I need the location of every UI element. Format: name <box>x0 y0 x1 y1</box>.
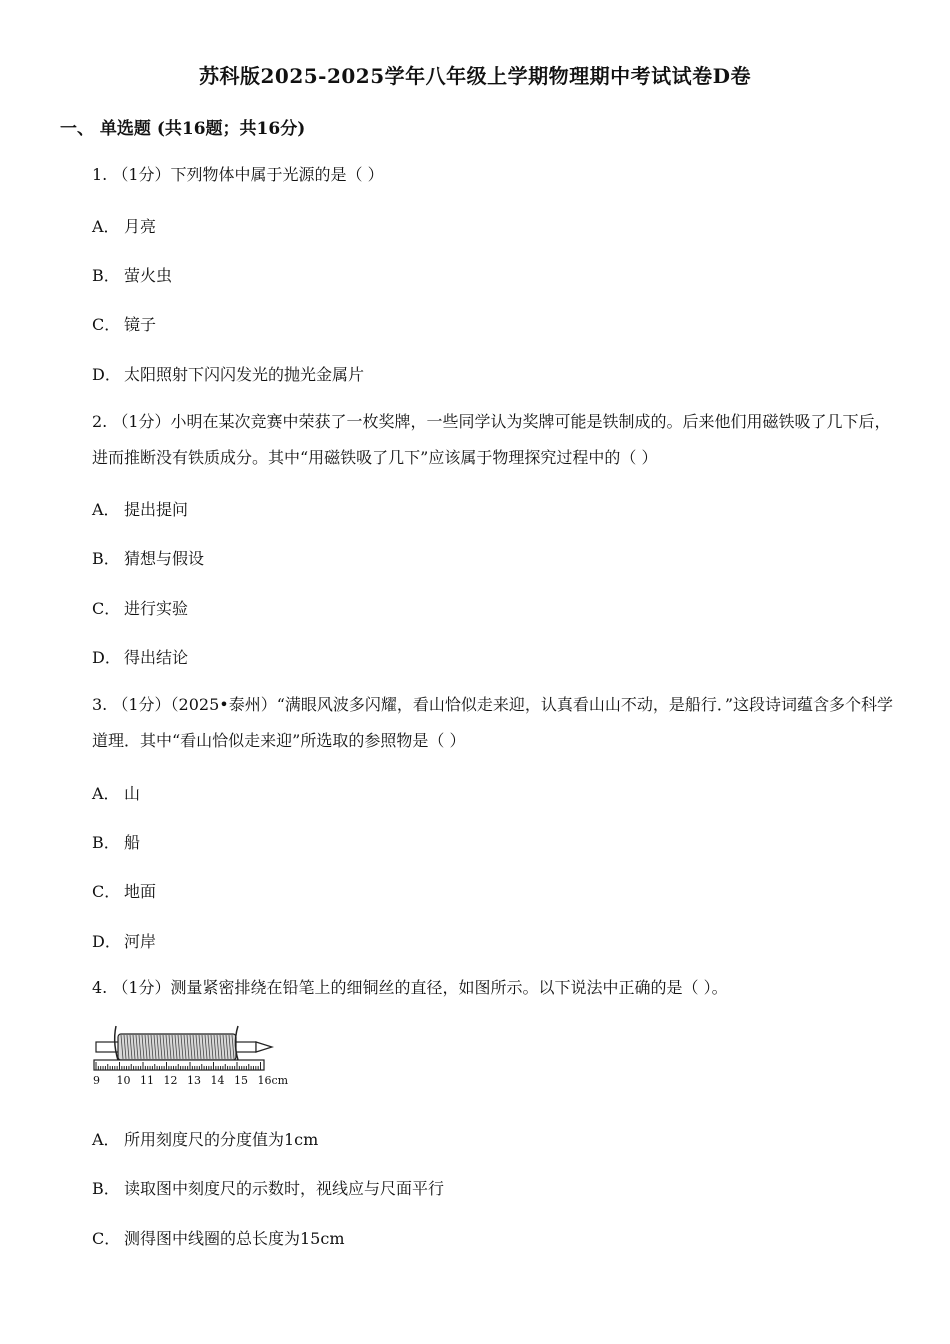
question-1 <box>60 157 895 193</box>
option-text: 得出结论 <box>124 648 189 667</box>
ruler-label: 14 <box>210 1074 225 1087</box>
option-c[interactable] <box>92 312 156 335</box>
option-letter: A． <box>92 784 120 803</box>
option-d[interactable] <box>92 362 364 385</box>
option-text: 月亮 <box>124 217 157 236</box>
option-a[interactable] <box>92 1127 318 1150</box>
page-title: 苏科版2025-2025学年八年级上学期物理期中考试试卷D卷 <box>199 64 751 88</box>
option-letter: D． <box>92 365 121 384</box>
option-letter: C． <box>92 315 121 334</box>
option-letter: C． <box>92 599 121 618</box>
option-text: 提出提问 <box>124 500 189 519</box>
option-text: 测得图中线圈的总长度为15cm <box>124 1229 345 1248</box>
option-text: 太阳照射下闪闪发光的抛光金属片 <box>124 365 365 384</box>
option-b[interactable] <box>92 1176 444 1199</box>
option-letter: B． <box>92 266 120 285</box>
ruler-label: 12 <box>163 1074 178 1087</box>
option-a[interactable] <box>92 781 140 804</box>
option-letter: C． <box>92 882 121 901</box>
option-text: 进行实验 <box>124 599 189 618</box>
question-text: 3. （1分）（2025•泰州）“满眼风波多闪耀，看山恰似走来迎，认真看山山不动，是船行．”这段诗词蕴含多个科学道理．其中“看山恰似走来迎”所选取的参照物是（ ） <box>92 695 894 750</box>
option-a[interactable] <box>92 497 188 520</box>
option-letter: B． <box>92 549 120 568</box>
option-b[interactable] <box>92 263 172 286</box>
option-text: 所用刻度尺的分度值为1cm <box>124 1130 319 1149</box>
pencil-tip <box>256 1042 272 1052</box>
option-b[interactable] <box>92 546 204 569</box>
ruler-label: 11 <box>140 1074 154 1087</box>
option-letter: D． <box>92 648 121 667</box>
option-d[interactable] <box>92 645 188 668</box>
option-text: 山 <box>124 784 141 803</box>
ruler-label: 9 <box>93 1074 100 1087</box>
ruler-label: 13 <box>187 1074 201 1087</box>
option-letter: C． <box>92 1229 121 1248</box>
option-letter: A． <box>92 1130 120 1149</box>
ruler-labels <box>93 1074 289 1087</box>
option-c[interactable] <box>92 1226 345 1249</box>
question-text: 4. （1分）测量紧密排绕在铅笔上的细铜丝的直径，如图所示。以下说法中正确的是（ ）。 <box>92 978 728 997</box>
option-d[interactable] <box>92 929 156 952</box>
option-c[interactable] <box>92 596 188 619</box>
option-text: 河岸 <box>124 932 157 951</box>
option-b[interactable] <box>92 830 140 853</box>
option-letter: A． <box>92 217 120 236</box>
question-4 <box>60 970 895 1006</box>
option-a[interactable] <box>92 214 156 237</box>
ruler-label: 10 <box>116 1074 131 1087</box>
question-3 <box>60 687 895 759</box>
question-2 <box>60 404 895 476</box>
ruler-label: 16cm <box>257 1074 289 1087</box>
ruler-coil-figure <box>92 1020 292 1092</box>
section-heading: 一、 单选题 (共16题；共16分) <box>60 119 306 139</box>
option-text: 镜子 <box>124 315 157 334</box>
option-text: 地面 <box>124 882 157 901</box>
option-letter: D． <box>92 932 121 951</box>
option-c[interactable] <box>92 879 156 902</box>
question-text: 1. （1分）下列物体中属于光源的是（ ） <box>92 165 384 184</box>
question-text: 2. （1分）小明在某次竞赛中荣获了一枚奖牌，一些同学认为奖牌可能是铁制成的。后来他们用磁铁吸了几下后，进而推断没有铁质成分。其中“用磁铁吸了几下”应该属于物理探究过程中的（ ） <box>92 412 891 467</box>
option-text: 读取图中刻度尺的示数时，视线应与尺面平行 <box>124 1179 445 1198</box>
option-text: 猜想与假设 <box>124 549 205 568</box>
option-letter: B． <box>92 1179 120 1198</box>
option-letter: A． <box>92 500 120 519</box>
option-text: 船 <box>124 833 141 852</box>
option-letter: B． <box>92 833 120 852</box>
option-text: 萤火虫 <box>124 266 173 285</box>
ruler-label: 15 <box>234 1074 248 1087</box>
